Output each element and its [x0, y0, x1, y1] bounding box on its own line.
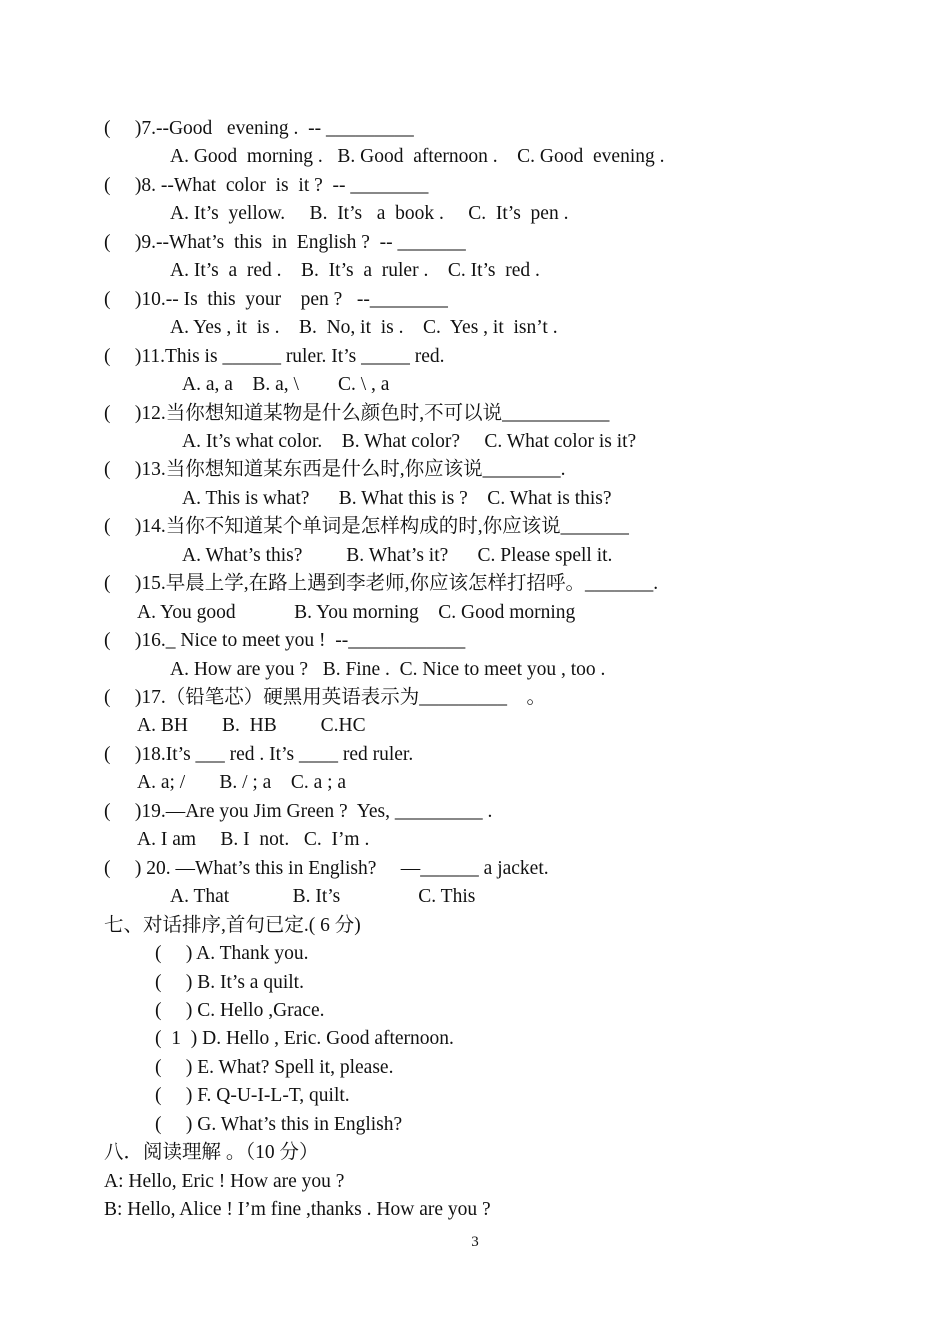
- question-line: ( )19.—Are you Jim Green ? Yes, _________ .: [104, 800, 493, 822]
- question-line: ( )15.早晨上学,在路上遇到李老师,你应该怎样打招呼。_______.: [104, 573, 659, 595]
- question-line: ( )7.--Good evening . -- _________: [104, 118, 414, 139]
- dialogue-line: ( ) A. Thank you.: [155, 943, 309, 965]
- options-line: A. This is what? B. What this is ? C. What is this?: [182, 487, 612, 509]
- dialogue-line: ( ) E. What? Spell it, please.: [155, 1056, 394, 1078]
- options-line: A. I am B. I not. C. I’m .: [137, 829, 370, 851]
- options-line: A. What’s this? B. What’s it? C. Please spell it.: [182, 544, 613, 566]
- options-line: A. It’s a red . B. It’s a ruler . C. It’s red .: [170, 260, 540, 282]
- options-line: A. a, a B. a, \ C. \ , a: [182, 374, 390, 396]
- options-line: A. It’s yellow. B. It’s a book . C. It’s pen .: [170, 203, 569, 225]
- options-line: A. BH B. HB C.HC: [137, 715, 366, 737]
- question-line: ( )16._ Nice to meet you ! --____________: [104, 630, 466, 652]
- page-number: 3: [471, 1234, 479, 1250]
- dialogue-line: ( ) G. What’s this in English?: [155, 1113, 403, 1135]
- question-line: ( )13.当你想知道某东西是什么时,你应该说________.: [104, 459, 566, 481]
- question-line: ( )9.--What’s this in English ? -- _______: [104, 231, 466, 253]
- options-line: A. a; / B. / ; a C. a ; a: [137, 772, 347, 794]
- options-line: A. Yes , it is . B. No, it is . C. Yes , it isn’t .: [170, 317, 558, 339]
- section-line: 八．阅读理解 。（10 分）: [104, 1142, 319, 1164]
- question-line: ( ) 20. —What’s this in English? —______ a jacket.: [104, 857, 549, 879]
- question-line: ( )18.It’s ___ red . It’s ____ red ruler.: [104, 743, 414, 765]
- dialogue-line: ( ) F. Q-U-I-L-T, quilt.: [155, 1085, 350, 1107]
- question-line: ( )10.-- Is this your pen ? --________: [104, 288, 448, 310]
- options-line: A. That B. It’s C. This: [170, 886, 476, 908]
- dialogue-line: ( 1 ) D. Hello , Eric. Good afternoon.: [155, 1028, 454, 1050]
- options-line: A. You good B. You morning C. Good morning: [137, 601, 576, 623]
- options-line: A. How are you ? B. Fine . C. Nice to meet you , too .: [170, 658, 606, 680]
- question-line: ( )11.This is ______ ruler. It’s _____ red.: [104, 345, 445, 367]
- dialogue-line: ( ) C. Hello ,Grace.: [155, 999, 325, 1021]
- dialogue-line: ( ) B. It’s a quilt.: [155, 971, 304, 993]
- question-line: ( )12.当你想知道某物是什么颜色时,不可以说___________: [104, 402, 610, 424]
- question-line: ( )8. --What color is it ? -- ________: [104, 174, 429, 196]
- question-line: ( )17.（铅笔芯）硬黑用英语表示为_________ 。: [104, 687, 546, 708]
- question-line: ( )14.当你不知道某个单词是怎样构成的时,你应该说_______: [104, 516, 629, 538]
- options-line: A. Good morning . B. Good afternoon . C. Good evening .: [170, 146, 665, 168]
- section-line: A: Hello, Eric ! How are you ?: [104, 1170, 345, 1192]
- section-line: B: Hello, Alice ! I’m fine ,thanks . How are you ?: [104, 1199, 491, 1221]
- options-line: A. It’s what color. B. What color? C. What color is it?: [182, 430, 637, 452]
- section-line: 七、对话排序,首句已定.( 6 分): [104, 914, 361, 936]
